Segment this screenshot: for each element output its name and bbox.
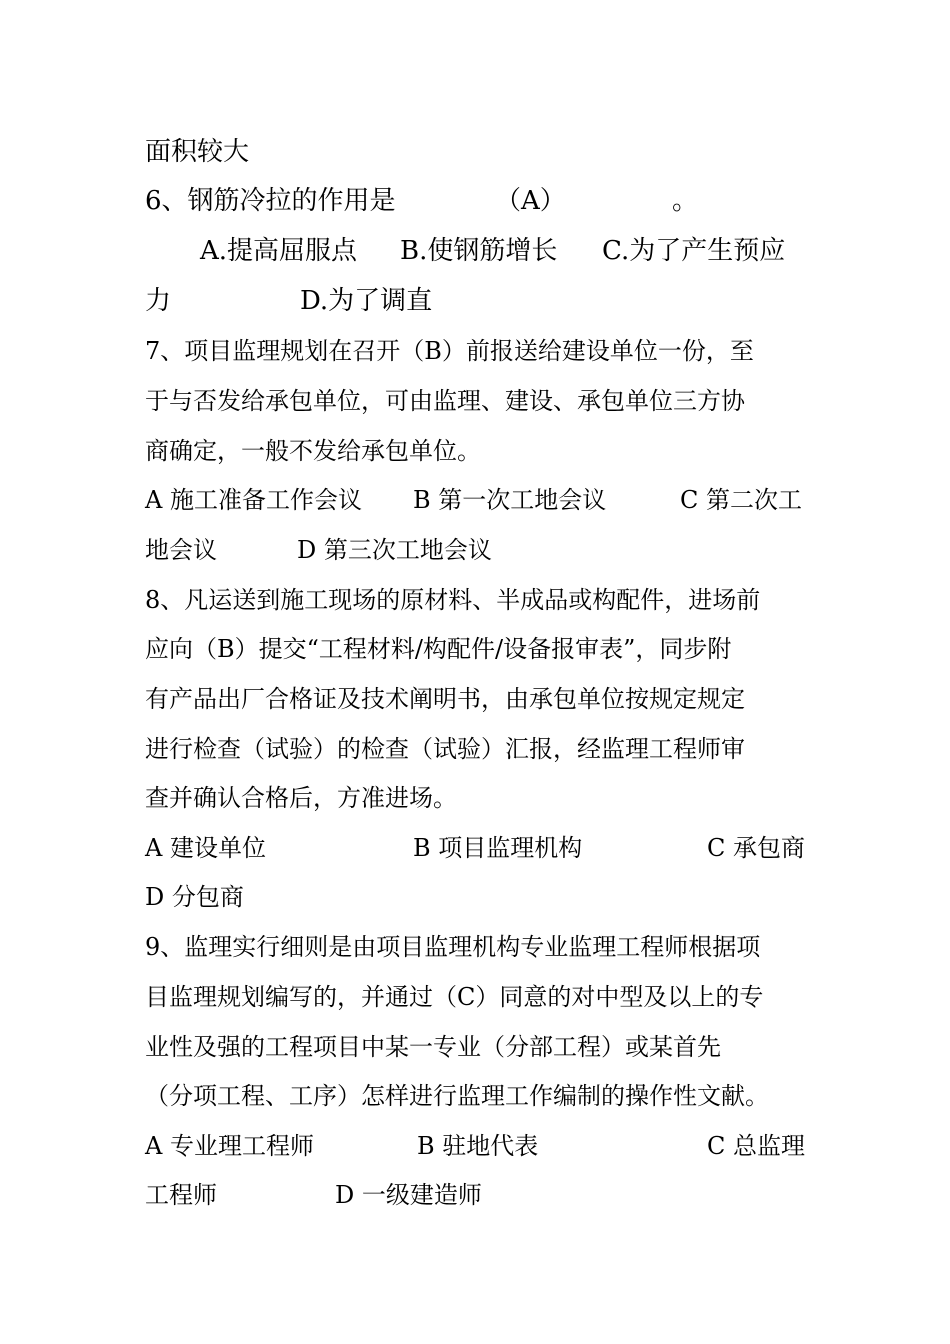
q8-option-c: C 承包商 [707, 834, 805, 862]
q8-line-5: 查并确认合格后，方准进场。 [145, 784, 457, 812]
q7-option-d: D 第三次工地会议 [297, 536, 492, 564]
q9-option-a: A 专业理工程师 [145, 1132, 314, 1160]
q7-option-a: A 施工准备工作会议 [145, 486, 362, 514]
q7-option-c-cont: 地会议 [145, 536, 217, 564]
q6-stem-line [145, 186, 699, 216]
q7-line-2: 于与否发给承包单位，可由监理、建设、承包单位三方协 [145, 387, 745, 415]
q9-option-c-cont: 工程师 [145, 1181, 217, 1209]
q9-line-3: 业性及强的工程项目中某一专业（分部工程）或某首先 [145, 1033, 721, 1061]
q6-option-c-cont: 力 [145, 286, 172, 316]
q8-line-3: 有产品出厂合格证及技术阐明书，由承包单位按规定规定 [145, 685, 745, 713]
q9-option-b: B 驻地代表 [417, 1132, 539, 1160]
q7-option-b: B 第一次工地会议 [413, 486, 607, 514]
q9-options-line-2 [145, 1180, 482, 1210]
q6-end: 。 [672, 186, 699, 216]
q9-line-2: 目监理规划编写的，并通过（C）同意的对中型及以上的专 [145, 983, 764, 1011]
q8-option-d: D 分包商 [145, 883, 244, 911]
q7-options-line-2 [145, 535, 492, 565]
q6-options-line-2 [145, 286, 433, 316]
q8-line-2: 应向（B）提交“工程材料/构配件/设备报审表”，同步附 [145, 635, 732, 663]
q8-options-line [145, 833, 805, 863]
q8-option-a: A 建设单位 [145, 834, 266, 862]
q7-option-c: C 第二次工 [680, 486, 802, 514]
intro-tail: 面积较大 [145, 137, 250, 167]
q7-options-line [145, 485, 802, 515]
q6-options-line [200, 236, 786, 266]
q9-option-c: C 总监理 [707, 1132, 805, 1160]
q8-option-b: B 项目监理机构 [413, 834, 583, 862]
q9-options-line [145, 1131, 805, 1161]
q8-line-1: 8、凡运送到施工现场的原材料、半成品或构配件，进场前 [145, 586, 761, 614]
q6-option-a: A.提高屈服点 [200, 236, 358, 266]
q6-option-d: D.为了调直 [300, 286, 433, 316]
q8-line-4: 进行检查（试验）的检查（试验）汇报，经监理工程师审 [145, 735, 745, 763]
q7-line-1: 7、项目监理规划在召开（B）前报送给建设单位一份，至 [145, 337, 754, 365]
q6-option-b: B.使钢筋增长 [400, 236, 558, 266]
q9-option-d: D 一级建造师 [335, 1181, 482, 1209]
q9-line-1: 9、监理实行细则是由项目监理机构专业监理工程师根据项 [145, 933, 761, 961]
q6-option-c: C.为了产生预应 [602, 236, 786, 266]
q7-line-3: 商确定，一般不发给承包单位。 [145, 437, 481, 465]
q6-stem: 6、钢筋冷拉的作用是 [145, 186, 396, 216]
q9-line-4: （分项工程、工序）怎样进行监理工作编制的操作性文献。 [145, 1082, 769, 1110]
q6-answer: （A） [495, 186, 566, 216]
